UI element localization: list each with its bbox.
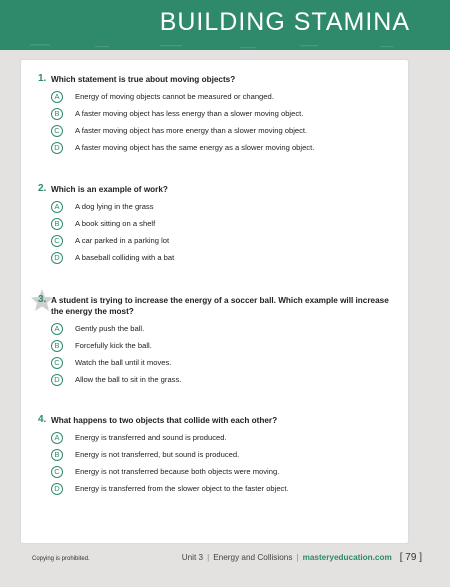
option-text: Watch the ball until it moves. — [75, 358, 172, 367]
option-text: A faster moving object has the same energy as a slower moving object. — [75, 143, 315, 152]
option-letter-circle[interactable]: C — [51, 466, 63, 478]
answer-option-d[interactable] — [51, 374, 398, 391]
option-letter-circle[interactable]: D — [51, 483, 63, 495]
option-letter-circle[interactable]: C — [51, 125, 63, 137]
option-text: A book sitting on a shelf — [75, 219, 156, 228]
question-1 — [38, 74, 398, 159]
answer-options — [38, 323, 398, 391]
answer-option-a[interactable] — [51, 323, 398, 340]
question-3 — [38, 295, 398, 391]
answer-options — [38, 201, 398, 269]
question-text: Which is an example of work? — [51, 185, 168, 194]
answer-option-a[interactable] — [51, 432, 398, 449]
footer-separator: | — [296, 553, 299, 562]
answer-option-d[interactable] — [51, 252, 398, 269]
option-text: Energy of moving objects cannot be measured or changed. — [75, 92, 274, 101]
option-text: A car parked in a parking lot — [75, 236, 170, 245]
answer-option-a[interactable] — [51, 201, 398, 218]
question-number: 2. — [38, 183, 47, 194]
question-text: What happens to two objects that collide with each other? — [51, 416, 278, 425]
unit-label: Unit 3 — [181, 553, 204, 562]
answer-option-d[interactable] — [51, 142, 398, 159]
question-prompt — [38, 74, 398, 85]
option-text: Forcefully kick the ball. — [75, 341, 152, 350]
option-text: Energy is not transferred because both objects were moving. — [75, 467, 280, 476]
option-letter-circle[interactable]: A — [51, 432, 63, 444]
option-letter-circle[interactable]: B — [51, 108, 63, 120]
website-link[interactable]: masteryeducation.com — [302, 553, 392, 562]
answer-option-c[interactable] — [51, 466, 398, 483]
option-letter-circle[interactable]: C — [51, 235, 63, 247]
answer-options — [38, 432, 398, 500]
option-text: A faster moving object has less energy than a slower moving object. — [75, 109, 304, 118]
option-text: Allow the ball to sit in the grass. — [75, 375, 182, 384]
question-number: 4. — [38, 414, 47, 425]
option-text: Energy is transferred and sound is produced. — [75, 433, 227, 442]
answer-options — [38, 91, 398, 159]
page-footer — [182, 552, 422, 563]
option-text: Energy is not transferred, but sound is produced. — [75, 450, 240, 459]
answer-option-c[interactable] — [51, 125, 398, 142]
footer-separator: | — [207, 553, 210, 562]
answer-option-d[interactable] — [51, 483, 398, 500]
chapter-label: Energy and Collisions — [213, 553, 293, 562]
question-number: 3. — [38, 294, 47, 305]
answer-option-b[interactable] — [51, 449, 398, 466]
question-prompt — [38, 295, 398, 317]
option-letter-circle[interactable]: D — [51, 252, 63, 264]
answer-option-c[interactable] — [51, 357, 398, 374]
option-letter-circle[interactable]: A — [51, 201, 63, 213]
option-text: A faster moving object has more energy than a slower moving object. — [75, 126, 308, 135]
question-text: A student is trying to increase the energy of a soccer ball. Which example will increase the energy the most? — [51, 296, 389, 316]
option-letter-circle[interactable]: C — [51, 357, 63, 369]
question-number: 1. — [38, 73, 47, 84]
option-letter-circle[interactable]: A — [51, 323, 63, 335]
copyright-notice: Copying is prohibited. — [32, 556, 90, 562]
option-letter-circle[interactable]: D — [51, 374, 63, 386]
option-letter-circle[interactable]: A — [51, 91, 63, 103]
question-4 — [38, 415, 398, 500]
question-prompt — [38, 415, 398, 426]
option-text: Energy is transferred from the slower object to the faster object. — [75, 484, 289, 493]
option-letter-circle[interactable]: B — [51, 218, 63, 230]
answer-option-a[interactable] — [51, 91, 398, 108]
option-text: A baseball colliding with a bat — [75, 253, 175, 262]
option-letter-circle[interactable]: B — [51, 449, 63, 461]
page-number: [ 79 ] — [399, 552, 422, 563]
option-text: A dog lying in the grass — [75, 202, 154, 211]
answer-option-b[interactable] — [51, 108, 398, 125]
option-letter-circle[interactable]: D — [51, 142, 63, 154]
answer-option-b[interactable] — [51, 340, 398, 357]
option-text: Gently push the ball. — [75, 324, 145, 333]
answer-option-b[interactable] — [51, 218, 398, 235]
page-title: BUILDING STAMINA — [159, 8, 410, 36]
question-prompt — [38, 184, 398, 195]
answer-option-c[interactable] — [51, 235, 398, 252]
question-text: Which statement is true about moving objects? — [51, 75, 236, 84]
option-letter-circle[interactable]: B — [51, 340, 63, 352]
question-2 — [38, 184, 398, 269]
